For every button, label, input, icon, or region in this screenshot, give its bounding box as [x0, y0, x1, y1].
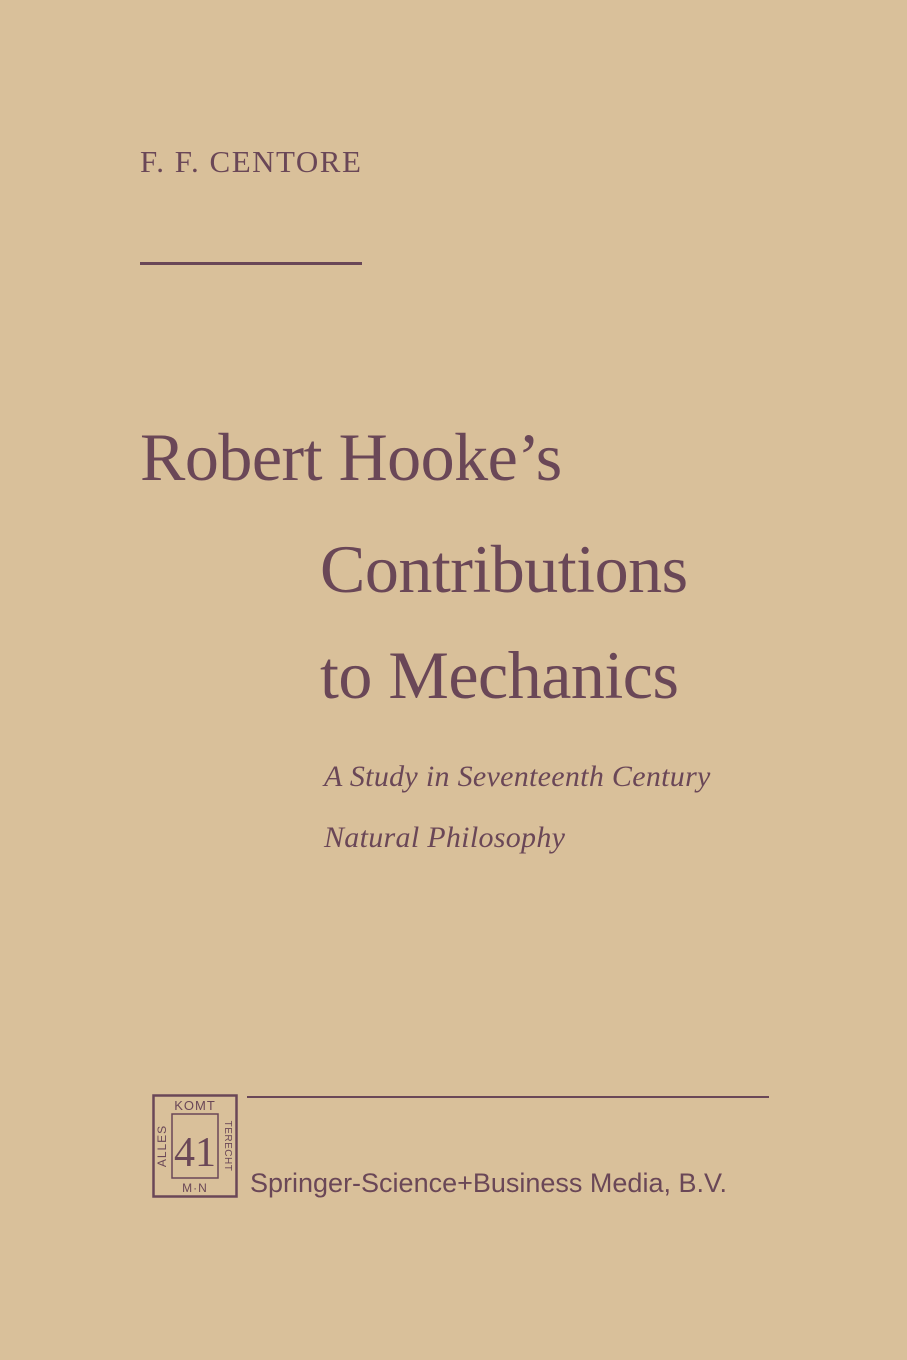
logo-right-text: TERECHT — [222, 1120, 233, 1172]
bottom-divider-rule — [247, 1096, 769, 1098]
subtitle-line-1: A Study in Seventeenth Century — [324, 760, 711, 793]
publisher-emblem-icon — [152, 1094, 238, 1198]
title-line-1: Robert Hooke’s — [140, 419, 562, 495]
logo-bottom-text: M·N — [182, 1181, 208, 1195]
logo-top-text: KOMT — [174, 1098, 216, 1113]
author-name: F. F. CENTORE — [140, 144, 363, 179]
publisher-name: Springer-Science+Business Media, B.V. — [250, 1168, 728, 1198]
logo-left-text: ALLES — [155, 1124, 169, 1168]
logo-center-numeral: 41 — [174, 1130, 216, 1176]
top-divider-rule — [140, 262, 362, 265]
title-line-2: Contributions — [320, 531, 688, 607]
title-line-3: to Mechanics — [320, 637, 679, 713]
subtitle-line-2: Natural Philosophy — [324, 821, 566, 854]
